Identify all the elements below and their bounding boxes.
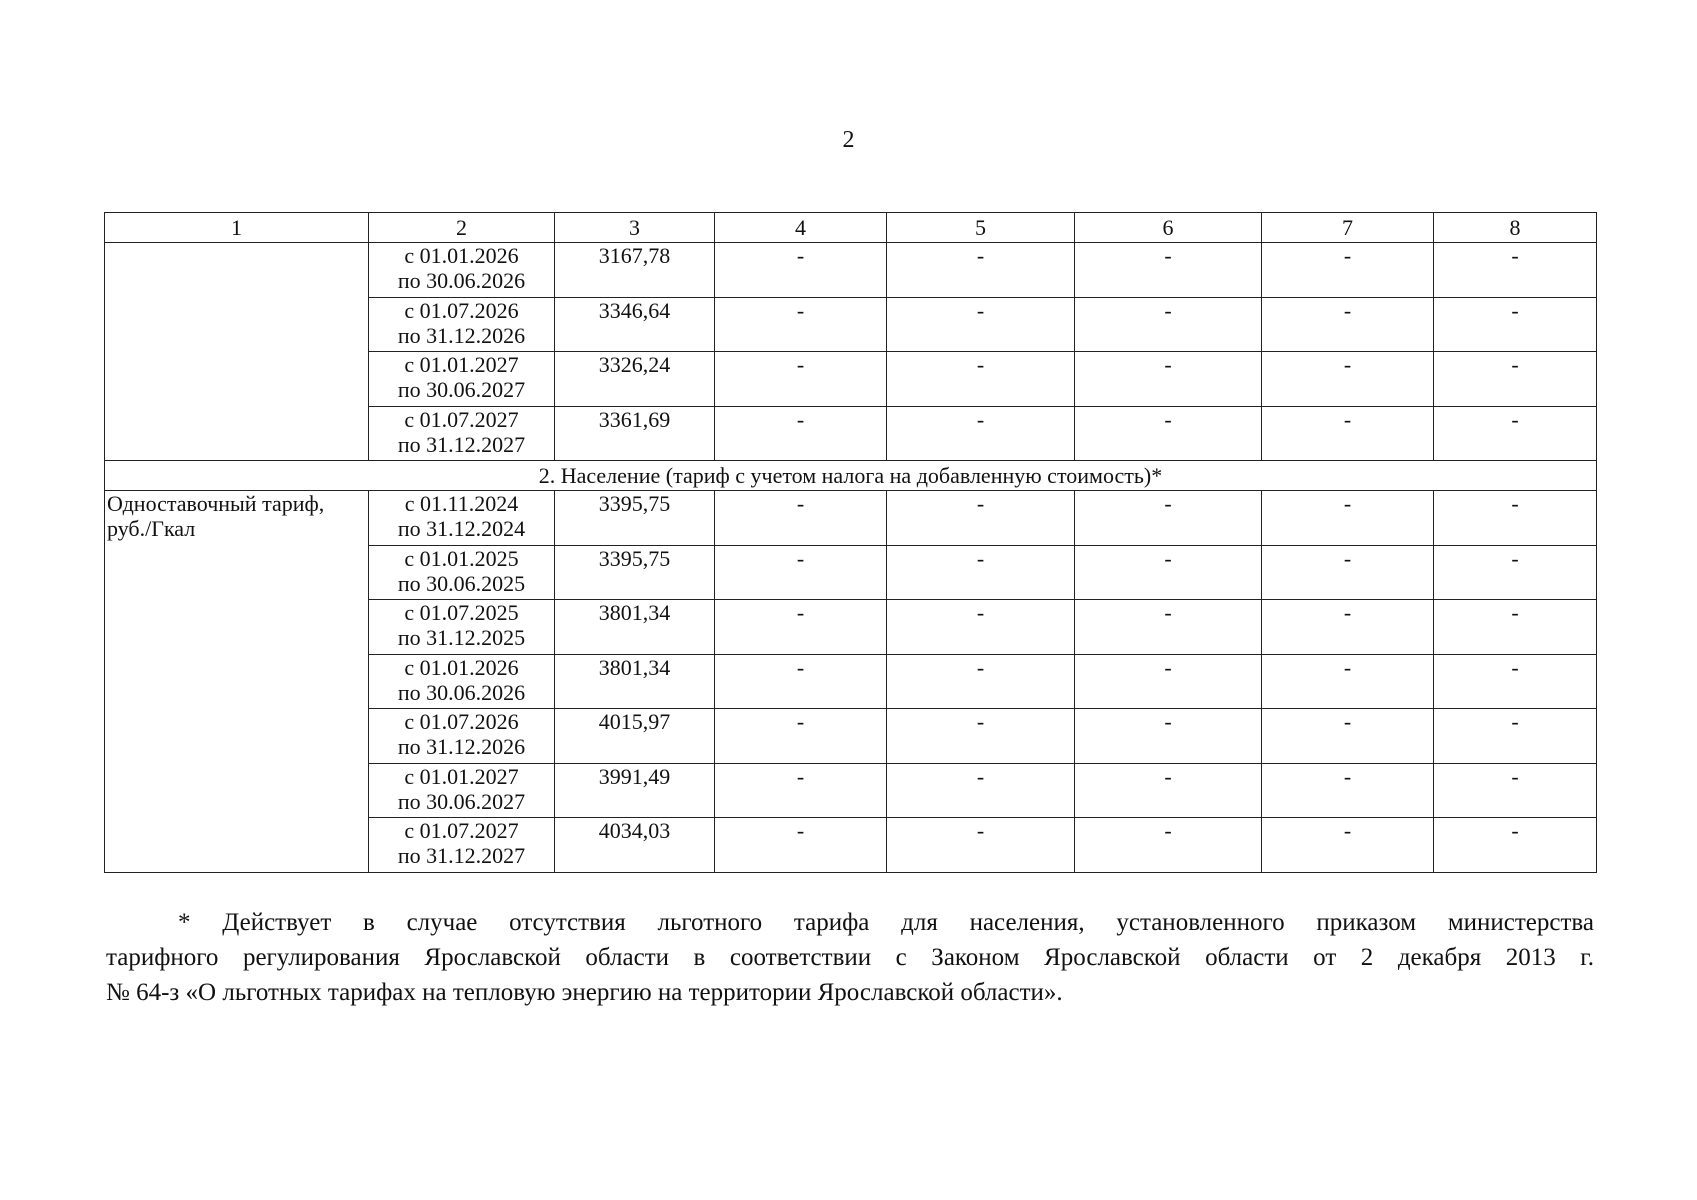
column-header: 7 bbox=[1262, 213, 1434, 243]
period-from: с 01.01.2027 bbox=[404, 763, 519, 789]
period-cell bbox=[369, 491, 555, 546]
column-header: 6 bbox=[1075, 213, 1262, 243]
empty-value-dash: - bbox=[887, 406, 1075, 461]
period-cell bbox=[369, 763, 555, 818]
column-header: 8 bbox=[1434, 213, 1597, 243]
footnote-line: № 64-з «О льготных тарифах на тепловую энергию на территории Ярославской области». bbox=[106, 979, 1063, 1006]
empty-value-dash: - bbox=[1434, 818, 1597, 873]
empty-value-dash: - bbox=[1434, 709, 1597, 764]
period-to: по 30.06.2027 bbox=[397, 377, 526, 402]
period-to: по 31.12.2027 bbox=[397, 431, 526, 457]
tariff-table bbox=[104, 212, 1597, 873]
empty-value-dash: - bbox=[1434, 352, 1597, 407]
tariff-value: 4015,97 bbox=[555, 709, 715, 764]
empty-value-dash: - bbox=[887, 491, 1075, 546]
empty-value-dash: - bbox=[715, 243, 887, 298]
period-to: по 30.06.2025 bbox=[397, 570, 526, 596]
category-cell bbox=[105, 491, 369, 873]
empty-value-dash: - bbox=[1262, 763, 1434, 818]
footnote bbox=[106, 905, 1594, 1010]
period-to: по 31.12.2026 bbox=[397, 322, 526, 348]
empty-value-dash: - bbox=[1262, 491, 1434, 546]
empty-value-dash: - bbox=[887, 709, 1075, 764]
section-header-row bbox=[105, 461, 1597, 491]
period-from: с 01.07.2025 bbox=[404, 600, 519, 625]
period-to: по 31.12.2024 bbox=[397, 516, 526, 541]
empty-value-dash: - bbox=[1075, 297, 1262, 352]
column-header: 5 bbox=[887, 213, 1075, 243]
period-cell bbox=[369, 545, 555, 600]
period-to: по 31.12.2026 bbox=[397, 734, 526, 759]
empty-value-dash: - bbox=[715, 709, 887, 764]
period-from: с 01.01.2027 bbox=[404, 352, 519, 377]
tariff-value: 3167,78 bbox=[555, 243, 715, 298]
tariff-value: 3801,34 bbox=[555, 600, 715, 655]
empty-value-dash: - bbox=[1262, 545, 1434, 600]
period-to: по 30.06.2026 bbox=[397, 679, 526, 705]
tariff-value: 3801,34 bbox=[555, 654, 715, 709]
table-row bbox=[105, 243, 1597, 298]
empty-value-dash: - bbox=[1075, 818, 1262, 873]
empty-value-dash: - bbox=[887, 600, 1075, 655]
footnote-line: тарифного регулирования Ярославской области в соответствии с Законом Ярославской области от 2 декабря 2013 г. bbox=[106, 944, 1594, 971]
period-from: с 01.07.2027 bbox=[404, 818, 519, 843]
section-title: 2. Население (тариф с учетом налога на добавленную стоимость)* bbox=[105, 461, 1597, 491]
column-header: 2 bbox=[369, 213, 555, 243]
empty-value-dash: - bbox=[1434, 763, 1597, 818]
empty-value-dash: - bbox=[1075, 709, 1262, 764]
empty-value-dash: - bbox=[1075, 243, 1262, 298]
period-from: с 01.01.2026 bbox=[404, 654, 519, 680]
empty-value-dash: - bbox=[887, 654, 1075, 709]
category-label: Одноставочный тариф, bbox=[107, 491, 325, 516]
empty-value-dash: - bbox=[715, 654, 887, 709]
empty-value-dash: - bbox=[1434, 654, 1597, 709]
empty-value-dash: - bbox=[1434, 491, 1597, 546]
empty-value-dash: - bbox=[715, 818, 887, 873]
empty-value-dash: - bbox=[887, 545, 1075, 600]
empty-value-dash: - bbox=[1075, 545, 1262, 600]
empty-value-dash: - bbox=[715, 406, 887, 461]
empty-value-dash: - bbox=[1434, 243, 1597, 298]
table-header-row bbox=[105, 213, 1597, 243]
page-number: 2 bbox=[842, 127, 855, 153]
column-header: 3 bbox=[555, 213, 715, 243]
period-cell bbox=[369, 709, 555, 764]
table-row bbox=[105, 491, 1597, 546]
category-unit: руб./Гкал bbox=[107, 516, 196, 541]
period-from: с 01.01.2026 bbox=[404, 243, 519, 268]
period-cell bbox=[369, 243, 555, 298]
footnote-line: * Действует в случае отсутствия льготного тарифа для населения, установленного приказом министерства bbox=[178, 909, 1594, 936]
period-to: по 31.12.2027 bbox=[397, 843, 526, 868]
period-from: с 01.07.2026 bbox=[404, 709, 519, 734]
empty-value-dash: - bbox=[715, 297, 887, 352]
empty-value-dash: - bbox=[715, 491, 887, 546]
tariff-value: 4034,03 bbox=[555, 818, 715, 873]
period-from: с 01.11.2024 bbox=[404, 491, 519, 516]
period-to: по 31.12.2025 bbox=[397, 625, 526, 650]
empty-value-dash: - bbox=[1434, 600, 1597, 655]
period-cell bbox=[369, 406, 555, 461]
empty-value-dash: - bbox=[1075, 763, 1262, 818]
column-header: 4 bbox=[715, 213, 887, 243]
empty-value-dash: - bbox=[715, 352, 887, 407]
empty-value-dash: - bbox=[887, 818, 1075, 873]
empty-value-dash: - bbox=[715, 763, 887, 818]
empty-value-dash: - bbox=[887, 763, 1075, 818]
period-to: по 30.06.2026 bbox=[397, 268, 526, 293]
period-cell bbox=[369, 818, 555, 873]
tariff-value: 3395,75 bbox=[555, 491, 715, 546]
empty-value-dash: - bbox=[1262, 243, 1434, 298]
period-from: с 01.01.2025 bbox=[404, 545, 519, 571]
column-header: 1 bbox=[105, 213, 369, 243]
category-cell-blank bbox=[105, 243, 369, 461]
empty-value-dash: - bbox=[1434, 545, 1597, 600]
period-cell bbox=[369, 352, 555, 407]
empty-value-dash: - bbox=[1262, 600, 1434, 655]
period-cell bbox=[369, 654, 555, 709]
empty-value-dash: - bbox=[1434, 297, 1597, 352]
empty-value-dash: - bbox=[887, 243, 1075, 298]
period-from: с 01.07.2026 bbox=[404, 297, 519, 323]
period-to: по 30.06.2027 bbox=[397, 788, 526, 814]
empty-value-dash: - bbox=[1262, 406, 1434, 461]
tariff-value: 3326,24 bbox=[555, 352, 715, 407]
empty-value-dash: - bbox=[887, 297, 1075, 352]
empty-value-dash: - bbox=[1262, 709, 1434, 764]
tariff-value: 3991,49 bbox=[555, 763, 715, 818]
empty-value-dash: - bbox=[1075, 600, 1262, 655]
empty-value-dash: - bbox=[1075, 654, 1262, 709]
empty-value-dash: - bbox=[715, 600, 887, 655]
empty-value-dash: - bbox=[887, 352, 1075, 407]
period-cell bbox=[369, 297, 555, 352]
empty-value-dash: - bbox=[1075, 406, 1262, 461]
empty-value-dash: - bbox=[715, 545, 887, 600]
tariff-value: 3395,75 bbox=[555, 545, 715, 600]
period-cell bbox=[369, 600, 555, 655]
empty-value-dash: - bbox=[1262, 297, 1434, 352]
empty-value-dash: - bbox=[1262, 818, 1434, 873]
tariff-value: 3346,64 bbox=[555, 297, 715, 352]
empty-value-dash: - bbox=[1262, 352, 1434, 407]
period-from: с 01.07.2027 bbox=[404, 406, 519, 432]
tariff-value: 3361,69 bbox=[555, 406, 715, 461]
empty-value-dash: - bbox=[1075, 491, 1262, 546]
empty-value-dash: - bbox=[1262, 654, 1434, 709]
empty-value-dash: - bbox=[1075, 352, 1262, 407]
empty-value-dash: - bbox=[1434, 406, 1597, 461]
